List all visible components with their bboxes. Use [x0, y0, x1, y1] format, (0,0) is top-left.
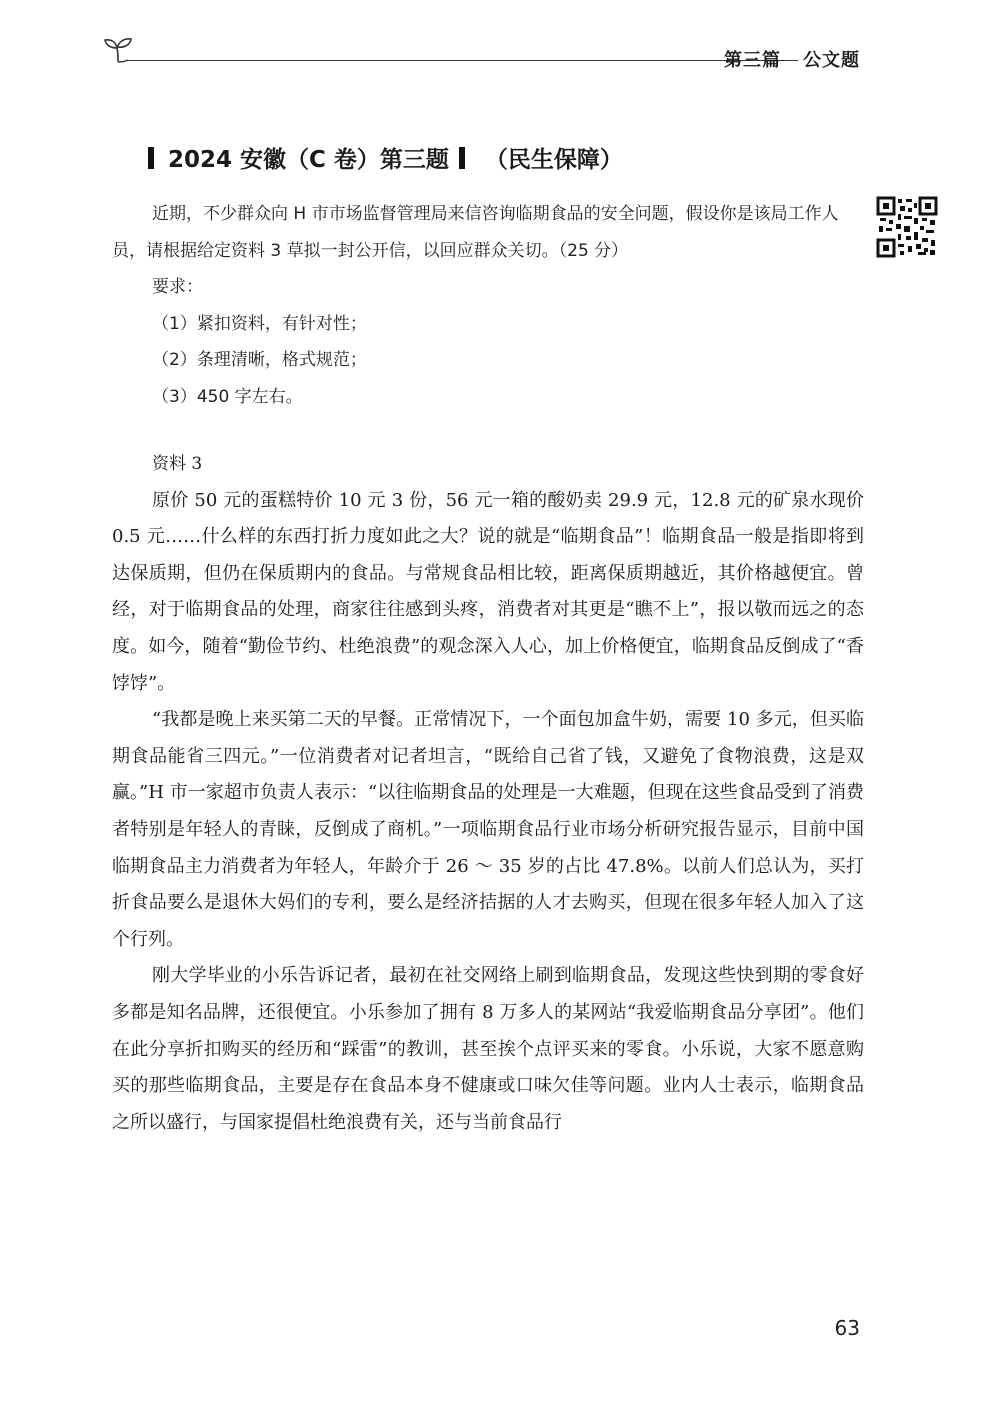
material-paragraph: 刚大学毕业的小乐告诉记者，最初在社交网络上刷到临期食品，发现这些快到期的零食好多都是知名品牌，还很便宜。小乐参加了拥有 8 万多人的某网站“我爱临期食品分享团”。他们在此分享折扣购买的经历和“踩雷”的教训，甚至挨个点评买来的零食。小乐说，大家不愿意购买的那些临期食品，主要是存在食品本身不健康或口味欠佳等问题。业内人士表示，临期食品之所以盛行，与国家提倡杜绝浪费有关，还与当前食品行	[112, 965, 864, 1133]
requirement-item: （1）紧扣资料，有针对性；	[152, 313, 367, 334]
requirement-item: （3）450 字左右。	[152, 386, 303, 407]
requirements-label: 要求：	[152, 277, 203, 297]
title-bar-left	[148, 147, 154, 169]
part-label: 第三篇	[724, 50, 781, 71]
title-category: （民生保障）	[484, 147, 623, 173]
requirement-item: （2）条理清晰，格式规范；	[152, 350, 367, 370]
question-prompt: 近期，不少群众向 H 市市场监督管理局来信咨询临期食品的安全问题，假设你是该局工作人员，请根据给定资料 3 草拟一封公开信，以回应群众关切。（25 分）	[112, 204, 839, 261]
qr-code-icon	[876, 196, 938, 258]
material-label: 资料 3	[152, 454, 203, 474]
header-rule	[126, 60, 798, 61]
material-block	[112, 446, 864, 1141]
material-paragraph: 原价 50 元的蛋糕特价 10 元 3 份，56 元一箱的酸奶卖 29.9 元，12.8 元的矿泉水现价 0.5 元……什么样的东西打折力度如此之大？说的就是“临期食品”！临期食品一般是指即将到达保质期，但仍在保质期内的食品。与常规食品相比较，距离保质期越近，其价格越便宜。曾经，对于临期食品的处理，商家往往感到头疼，消费者对其更是“瞧不上”，报以敬而远之的态度。如今，随着“勤俭节约、杜绝浪费”的观念深入人心，加上价格便宜，临期食品反倒成了“香饽饽”。	[112, 489, 864, 694]
question-block	[112, 196, 864, 415]
page-number: 63	[834, 1316, 860, 1340]
running-header	[100, 32, 860, 72]
section-label	[724, 46, 860, 72]
title-bar-right	[459, 147, 465, 169]
section-name: 公文题	[803, 50, 860, 71]
question-title	[148, 141, 623, 174]
title-main: 2024 安徽（C 卷）第三题	[168, 147, 449, 173]
material-paragraph: “我都是晚上来买第二天的早餐。正常情况下，一个面包加盒牛奶，需要 10 多元，但买临期食品能省三四元。”一位消费者对记者坦言，“既给自己省了钱，又避免了食物浪费，这是双赢。”H 市一家超市负责人表示：“以往临期食品的处理是一大难题，但现在这些食品受到了消费者特别是年轻人的青睐，反倒成了商机。”一项临期食品行业市场分析研究报告显示，目前中国临期食品主力消费者为年轻人，年龄介于 26 ～ 35 岁的占比 47.8%。以前人们总认为，买打折食品要么是退休大妈们的专利，要么是经济拮据的人才去购买，但现在很多年轻人加入了这个行列。	[112, 709, 864, 950]
sprout-icon	[100, 32, 136, 68]
